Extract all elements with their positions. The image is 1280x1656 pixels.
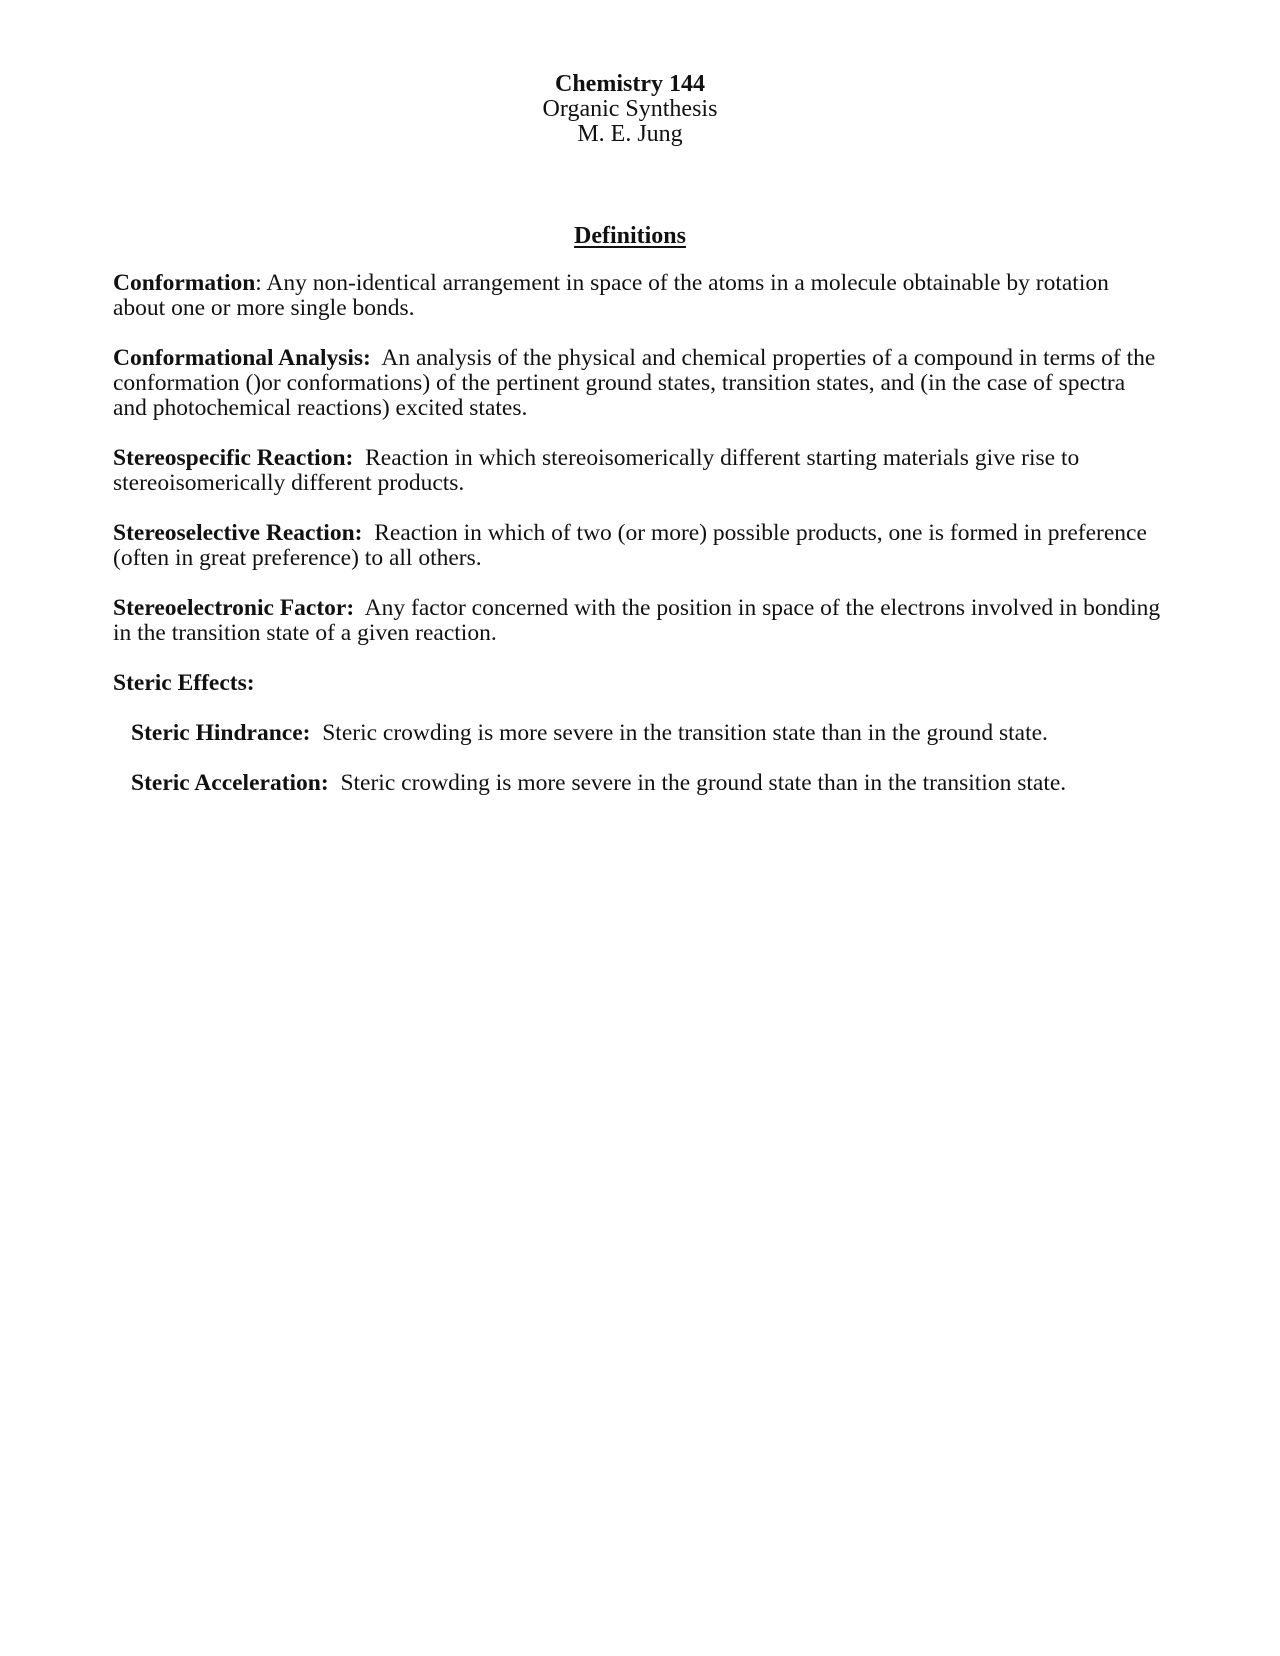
definition-text: Any factor concerned with the position in space of the electrons involved in bonding in the transition state of a given reaction. [113,595,1161,646]
definition-conformation [113,271,1163,321]
definition-stereoselective-reaction [113,521,1163,571]
steric-effects-list [113,721,1163,796]
course-subject: Organic Synthesis [542,96,718,122]
definition-separator [354,595,364,621]
definition-text: Reaction in which stereoisomerically different starting materials give rise to stereoisomerically different products. [113,445,1080,496]
section-title: Definitions [573,223,686,249]
definition-term: Conformation [113,270,256,296]
definition-steric-effects [113,671,1163,696]
definition-text: Steric crowding is more severe in the ground state than in the transition state. [340,770,1067,796]
definition-term: Stereoselective Reaction: [113,520,363,546]
course-title: Chemistry 144 [555,71,705,97]
definition-text: Any non-identical arrangement in space of the atoms in a molecule obtainable by rotation about one or more single bonds. [113,270,1109,321]
definition-separator [362,520,374,546]
definition-conformational-analysis [113,346,1163,421]
definition-steric-acceleration [131,771,1163,796]
definition-text: An analysis of the physical and chemical properties of a compound in terms of the conformation ()or conformations) of the pertinent ground states, transition states, and (in the case of spectra and photochemical reactions) excited states. [113,345,1156,421]
definition-term: Steric Acceleration: [131,770,329,796]
definition-text: Steric crowding is more severe in the transition state than in the ground state. [322,720,1048,746]
definition-separator [310,720,322,746]
definitions-list [113,271,1163,821]
definition-separator: : [255,270,267,296]
definition-term: Steric Hindrance: [131,720,311,746]
instructor-name: M. E. Jung [577,121,683,147]
definition-term: Conformational Analysis: [113,345,371,371]
definition-term: Stereoelectronic Factor: [113,595,355,621]
definition-stereoelectronic-factor [113,596,1163,646]
definition-term: Stereospecific Reaction: [113,445,354,471]
definition-text: Reaction in which of two (or more) possible products, one is formed in preference (often in great preference) to all others. [113,520,1147,571]
definition-separator [329,770,341,796]
definition-term: Steric Effects: [113,670,255,696]
document-header [0,72,1260,147]
definition-separator [353,445,365,471]
definition-steric-hindrance [131,721,1163,746]
definition-stereospecific-reaction [113,446,1163,496]
definition-separator [371,345,381,371]
